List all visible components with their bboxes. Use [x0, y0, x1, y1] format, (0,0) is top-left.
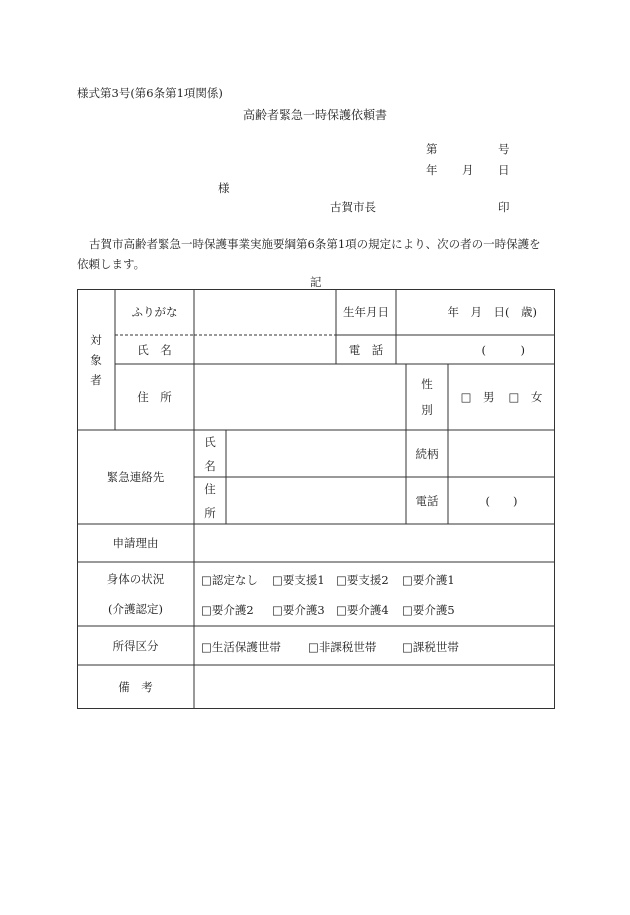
physical-condition-label-2: (介護認定) [108, 602, 163, 616]
phone-label: 電 話 [348, 342, 384, 357]
gender-label [406, 364, 448, 430]
income-category-label: 所得区分 [112, 638, 159, 653]
furigana-field[interactable] [194, 289, 336, 335]
addressee-suffix: 様 [218, 181, 230, 195]
gender-label-char-2: 別 [421, 403, 433, 417]
remarks-field[interactable] [194, 665, 555, 709]
emergency-contact-label: 緊急連絡先 [106, 470, 165, 484]
relation-label: 続柄 [415, 446, 439, 461]
physical-condition-label-1: 身体の状況 [106, 572, 165, 586]
subject-label-char-3: 者 [90, 372, 102, 387]
care-level-option[interactable]: □要介護2 [201, 603, 254, 617]
body-text-line1: 古賀市高齢者緊急一時保護事業実施要綱第6条第1項の規定により、次の者の一時保護を [89, 237, 541, 251]
name-label: 氏 名 [137, 342, 172, 357]
dob-field[interactable]: 年 月 日( 歳) [447, 305, 537, 319]
subject-label-char-2: 象 [90, 352, 102, 367]
gender-male-checkbox[interactable]: □ 男 [460, 390, 495, 404]
doc-number-suffix: 号 [498, 142, 510, 156]
subject-label [77, 289, 115, 430]
care-level-option[interactable]: □要介護4 [336, 603, 389, 617]
gender-female-checkbox[interactable]: □ 女 [508, 390, 543, 404]
emergency-address-char-1: 住 [204, 481, 216, 496]
physical-condition-label [77, 562, 194, 626]
ki-mark: 記 [310, 275, 322, 289]
care-level-option[interactable]: □要介護1 [402, 573, 455, 587]
address-field[interactable] [194, 364, 406, 430]
income-option[interactable]: □生活保護世帯 [201, 640, 281, 654]
emergency-name-label [194, 430, 226, 477]
furigana-label: ふりがな [131, 305, 178, 319]
body-text-line2: 依頼します。 [77, 257, 146, 271]
emergency-phone-label: 電話 [415, 493, 439, 508]
date-day: 日 [498, 163, 510, 177]
reason-label: 申請理由 [112, 536, 159, 550]
issuer-name: 古賀市長 [330, 200, 376, 214]
income-option[interactable]: □非課税世帯 [308, 640, 377, 654]
seal-mark: 印 [498, 200, 510, 214]
gender-options [448, 364, 555, 430]
reason-field[interactable] [194, 524, 555, 562]
care-level-option[interactable]: □要支援2 [336, 573, 389, 587]
request-form-table [77, 289, 555, 709]
form-number: 様式第3号(第6条第1項関係) [77, 86, 223, 100]
dob-label: 生年月日 [343, 305, 389, 319]
remarks-label: 備 考 [118, 680, 153, 694]
document-title: 高齢者緊急一時保護依頼書 [243, 108, 388, 122]
emergency-address-char-2: 所 [204, 505, 216, 520]
emergency-name-char-2: 名 [204, 458, 216, 473]
emergency-phone-field[interactable]: ( ) [485, 493, 518, 508]
care-level-option[interactable]: □認定なし [201, 573, 258, 587]
name-field[interactable] [194, 335, 336, 364]
doc-number-prefix: 第 [426, 142, 438, 156]
date-month: 月 [462, 163, 474, 177]
care-level-option[interactable]: □要介護5 [402, 603, 455, 617]
gender-label-char-1: 性 [421, 377, 433, 391]
emergency-address-field[interactable] [226, 477, 406, 524]
date-year: 年 [426, 163, 438, 177]
emergency-name-char-1: 氏 [204, 434, 216, 449]
income-option[interactable]: □課税世帯 [402, 640, 459, 654]
care-level-option[interactable]: □要支援1 [272, 573, 325, 587]
address-label: 住 所 [137, 390, 172, 404]
emergency-address-label [194, 477, 226, 524]
emergency-name-field[interactable] [226, 430, 406, 477]
phone-field[interactable]: ( ) [481, 342, 525, 357]
care-level-option[interactable]: □要介護3 [272, 603, 325, 617]
relation-field[interactable] [448, 430, 555, 477]
subject-label-char-1: 対 [90, 332, 102, 347]
